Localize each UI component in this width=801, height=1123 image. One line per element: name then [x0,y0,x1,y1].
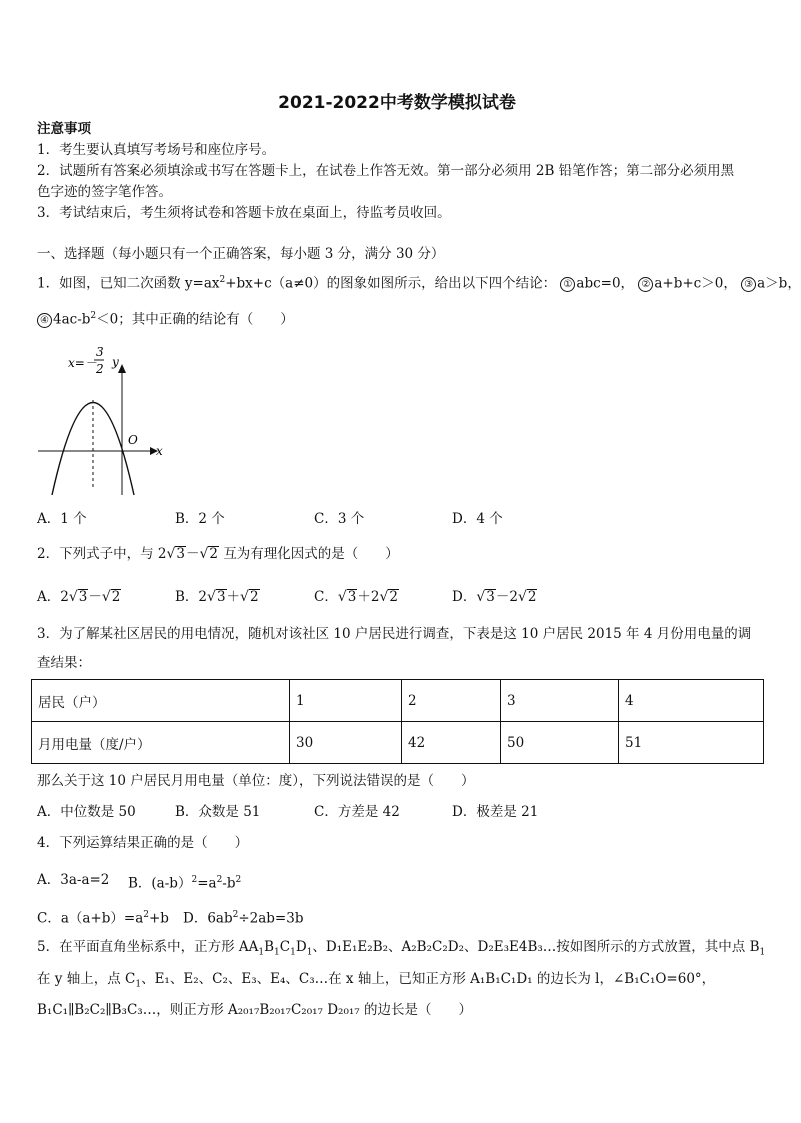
circled-3: ③ [741,277,756,292]
table-row [32,722,764,764]
q3-stem-line-3: 那么关于这 10 户居民月用电量（单位：度），下列说法错误的是（ ） [37,773,475,789]
q4-option-b: B．$(a-b)^2=a^2-b^2$ [128,875,242,892]
table-row [32,680,764,722]
table-cell: 2 [402,680,501,722]
q5-stem-line-3: B₁C₁∥B₂C₂∥B₃C₃…，则正方形 A₂₀₁₇B₂₀₁₇C₂₀₁₇ D₂₀₁₇ 的边长是（ ） [37,1002,472,1018]
table-cell: 1 [290,680,402,722]
q1-option-d: D．4 个 [452,511,503,527]
q3-option-d: D．极差是 21 [452,804,539,820]
q3-stem-line-1: 3．为了解某社区居民的用电情况，随机对该社区 10 户居民进行调查，下表是这 10 户居民 2015 年 4 月份用电量的调 [37,626,752,642]
table-cell: 51 [619,722,764,764]
x-axis-label: x [156,444,163,458]
circled-4: ④ [37,313,52,328]
table-cell: 50 [501,722,619,764]
y-axis-label: y [112,355,119,369]
circled-2: ② [638,277,653,292]
q1-option-c: C．3 个 [314,511,365,527]
q1-stem: 1．如图，已知二次函数 $y=ax^2+bx+c(a\ne 0)$的图象如图所示，给出以下四个结论： ① abc=0， ② a+b+c＞0， ③ a＞b， [37,275,801,292]
table-cell: 月用电量（度/户） [32,722,290,764]
notice-item-2-line-2: 色字迹的签字笔作答。 [37,184,172,200]
table-cell: 4 [619,680,764,722]
table-cell: 3 [501,680,619,722]
q4-option-a: A．3a-a=2 [37,872,110,888]
table-cell: 42 [402,722,501,764]
frac-numerator: 3 [96,345,104,359]
circled-1: ① [560,277,575,292]
notice-heading: 注意事项 [37,121,91,137]
q5-stem-line-1: 5．在平面直角坐标系中，正方形 $AA_1B_1C_1D_1$、D₁E₁E₂B₂、A₂B₂C₂D₂、D₂E₃E4B₃…按如图所示的方式放置，其中点 $B_1$ [37,939,766,958]
q2-option-a: A．2√3－√2 [37,589,121,605]
page-title: 2021-2022中考数学模拟试卷 [278,93,516,113]
notice-item-2-line-1: 2．试题所有答案必须填涂或书写在答题卡上，在试卷上作答无效。第一部分必须用 2B 铅笔作答；第二部分必须用黑 [37,163,735,179]
q1-option-b: B．2 个 [175,511,225,527]
q2-option-b: B．2√3＋√2 [175,589,259,605]
q1-parabola-graph [30,340,170,500]
y-axis-arrow-icon [118,364,126,373]
q1-option-a: A．1 个 [37,511,87,527]
section-heading: 一、选择题（每小题只有一个正确答案，每小题 3 分，满分 30 分） [37,246,445,262]
q3-stem-line-2: 查结果： [37,655,91,671]
q3-option-c: C．方差是 42 [314,804,400,820]
q5-stem-line-2: 在 y 轴上，点 $C_1$、E₁、E₂、C₂、E₃、E₄、C₃…在 x 轴上，已知正方形 A₁B₁C₁D₁ 的边长为 l，∠B₁C₁O=60°， [37,971,716,990]
q2-stem: 2．下列式子中，与 2√3－√2 互为有理化因式的是（ ） [37,546,399,562]
table-cell: 居民（户） [32,680,290,722]
q3-table [31,679,764,764]
q4-option-c: C．$a(a+b)=a^2+b$ [37,910,169,927]
symmetry-label: x=－ [68,356,97,370]
origin-label: O [128,433,138,447]
q3-option-b: B．众数是 51 [175,804,261,820]
q2-option-c: C．√3＋2√2 [314,589,398,605]
frac-denominator: 2 [96,362,104,376]
q3-option-a: A．中位数是 50 [37,804,136,820]
q1-stem-line-2: ④ $4ac-b^2<0$；其中正确的结论有（ ） [37,307,294,329]
q4-stem: 4．下列运算结果正确的是（ ） [37,835,249,851]
notice-item-1: 1．考生要认真填写考场号和座位序号。 [37,142,276,158]
q2-option-d: D．√3－2√2 [452,589,537,605]
q4-option-d: D．$6ab^2\div 2ab=3b$ [183,910,304,927]
notice-item-3: 3．考试结束后，考生须将试卷和答题卡放在桌面上，待监考员收回。 [37,205,451,221]
table-cell: 30 [290,722,402,764]
